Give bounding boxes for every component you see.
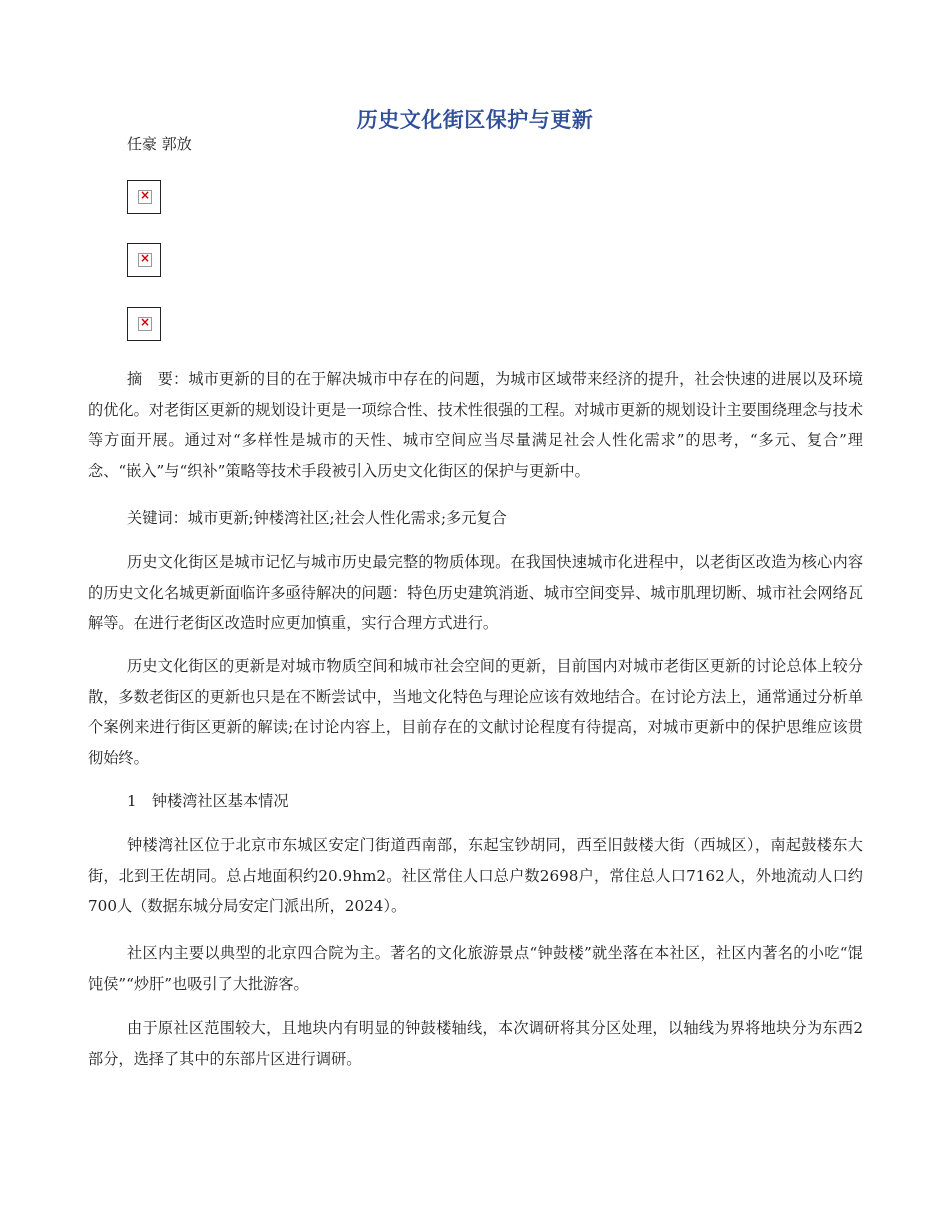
body-paragraph: 历史文化街区的更新是对城市物质空间和城市社会空间的更新，目前国内对城市老街区更新的讨论总体上较分散，多数老街区的更新也只是在不断尝试中，当地文化特色与理论应该有效地结合。在讨论方法上，通常通过分析单个案例来进行街区更新的解读;在讨论内容上，目前存在的文献讨论程度有待提高，对城市更新中的保护思维应该贯彻始终。 xyxy=(88,657,863,767)
broken-image-placeholder xyxy=(127,180,161,214)
body-paragraph: 钟楼湾社区位于北京市东城区安定门街道西南部，东起宝钞胡同，西至旧鼓楼大街（西城区），南起鼓楼东大街，北到王佐胡同。总占地面积约20.9hm2。社区常住人口总户数2698户，常住总人口7162人，外地流动人口约700人（数据东城分局安定门派出所，2024）。 xyxy=(88,836,863,915)
article-title: 历史文化街区保护与更新 xyxy=(356,108,594,132)
broken-image-icon: × xyxy=(139,315,151,329)
body-paragraph: 社区内主要以典型的北京四合院为主。著名的文化旅游景点“钟鼓楼”就坐落在本社区，社区内著名的小吃“馄饨侯”“炒肝”也吸引了大批游客。 xyxy=(88,944,863,993)
broken-image-placeholder xyxy=(127,307,161,341)
article-authors: 任豪 郭放 xyxy=(127,135,192,153)
broken-image-placeholder xyxy=(127,243,161,277)
keywords-line: 关键词：城市更新;钟楼湾社区;社会人性化需求;多元复合 xyxy=(127,509,507,527)
abstract-paragraph: 摘 要：城市更新的目的在于解决城市中存在的问题，为城市区域带来经济的提升，社会快速的进展以及环境的优化。对老街区更新的规划设计更是一项综合性、技术性很强的工程。对城市更新的规划设计主要围绕理念与技术等方面开展。通过对“多样性是城市的天性、城市空间应当尽量满足社会人性化需求”的思考，“多元、复合”理念、“嵌入”与“织补”策略等技术手段被引入历史文化街区的保护与更新中。 xyxy=(88,370,863,480)
body-paragraph: 由于原社区范围较大，且地块内有明显的钟鼓楼轴线，本次调研将其分区处理，以轴线为界将地块分为东西2部分，选择了其中的东部片区进行调研。 xyxy=(88,1019,863,1068)
broken-image-icon: × xyxy=(139,251,151,265)
section-heading: 1 钟楼湾社区基本情况 xyxy=(127,792,289,810)
broken-image-icon: × xyxy=(139,188,151,202)
body-paragraph: 历史文化街区是城市记忆与城市历史最完整的物质体现。在我国快速城市化进程中，以老街区改造为核心内容的历史文化名城更新面临许多亟待解决的问题：特色历史建筑消逝、城市空间变异、城市肌理切断、城市社会网络瓦解等。在进行老街区改造时应更加慎重，实行合理方式进行。 xyxy=(88,553,863,632)
